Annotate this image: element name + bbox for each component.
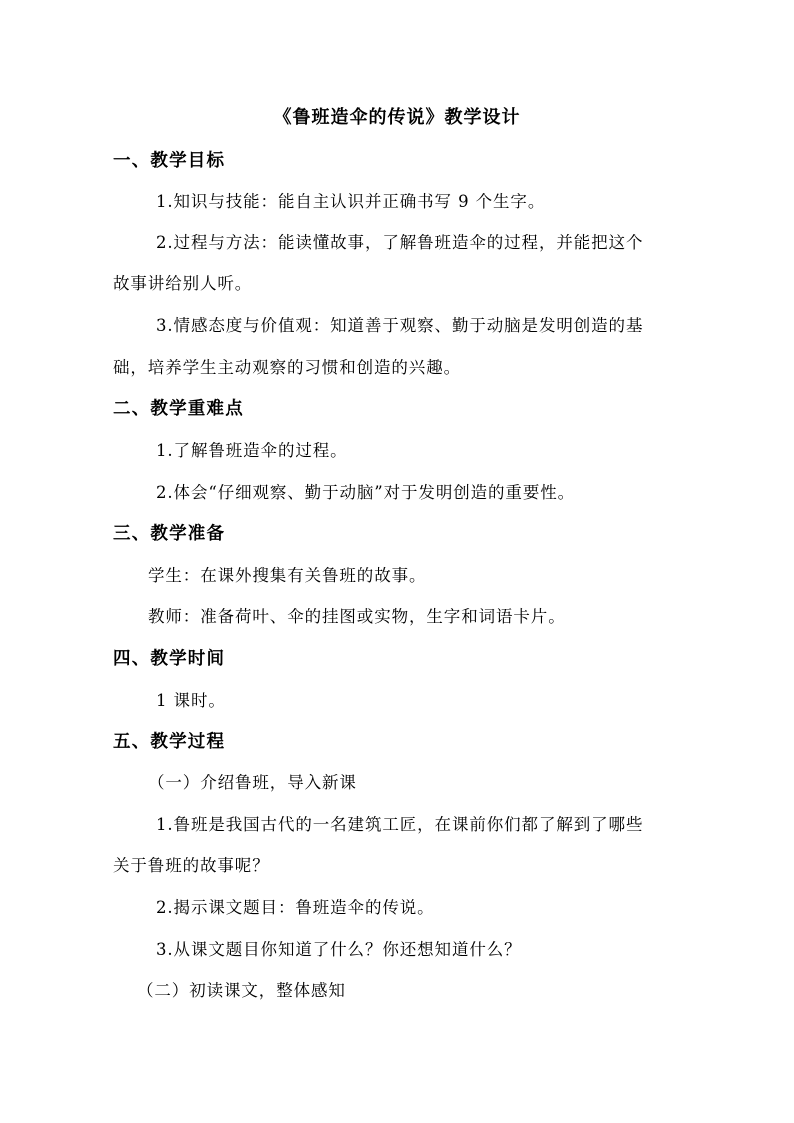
process-paragraph-3: 3.从课文题目你知道了什么？你还想知道什么？: [156, 940, 522, 959]
goals-paragraph-3-line-2: 础，培养学生主动观察的习惯和创造的兴趣。: [113, 358, 461, 377]
process-paragraph-1-line-1: 1.鲁班是我国古代的一名建筑工匠，在课前你们都了解到了哪些: [156, 815, 644, 834]
goals-paragraph-3-line-1: 3.情感态度与价值观：知道善于观察、勤于动脑是发明创造的基: [156, 316, 644, 335]
time-paragraph-1: 1 课时。: [156, 691, 226, 710]
goals-paragraph-2-line-2: 故事讲给别人听。: [113, 274, 253, 293]
process-subheading-1: （一）介绍鲁班，导入新课: [148, 773, 357, 792]
key-points-paragraph-1: 1.了解鲁班造伞的过程。: [156, 441, 348, 460]
preparation-paragraph-2: 教师：准备荷叶、伞的挂图或实物，生字和词语卡片。: [148, 607, 566, 626]
goals-paragraph-1: 1.知识与技能：能自主认识并正确书写 9 个生字。: [156, 192, 546, 211]
section-heading-process: 五、教学过程: [113, 732, 226, 752]
goals-paragraph-2-line-1: 2.过程与方法：能读懂故事，了解鲁班造伞的过程，并能把这个: [156, 233, 644, 252]
section-heading-goals: 一、教学目标: [113, 151, 226, 171]
section-heading-time: 四、教学时间: [113, 649, 226, 669]
preparation-paragraph-1: 学生：在课外搜集有关鲁班的故事。: [148, 566, 427, 585]
section-heading-preparation: 三、教学准备: [113, 524, 226, 544]
document-title: 《鲁班造伞的传说》教学设计: [273, 107, 521, 128]
process-paragraph-2: 2.揭示课文题目：鲁班造伞的传说。: [156, 898, 435, 917]
process-subheading-2: （二）初读课文，整体感知: [137, 981, 346, 1000]
key-points-paragraph-2: 2.体会“仔细观察、勤于动脑”对于发明创造的重要性。: [156, 483, 576, 502]
section-heading-key-points: 二、教学重难点: [113, 399, 244, 419]
process-paragraph-1-line-2: 关于鲁班的故事呢？: [113, 856, 270, 875]
